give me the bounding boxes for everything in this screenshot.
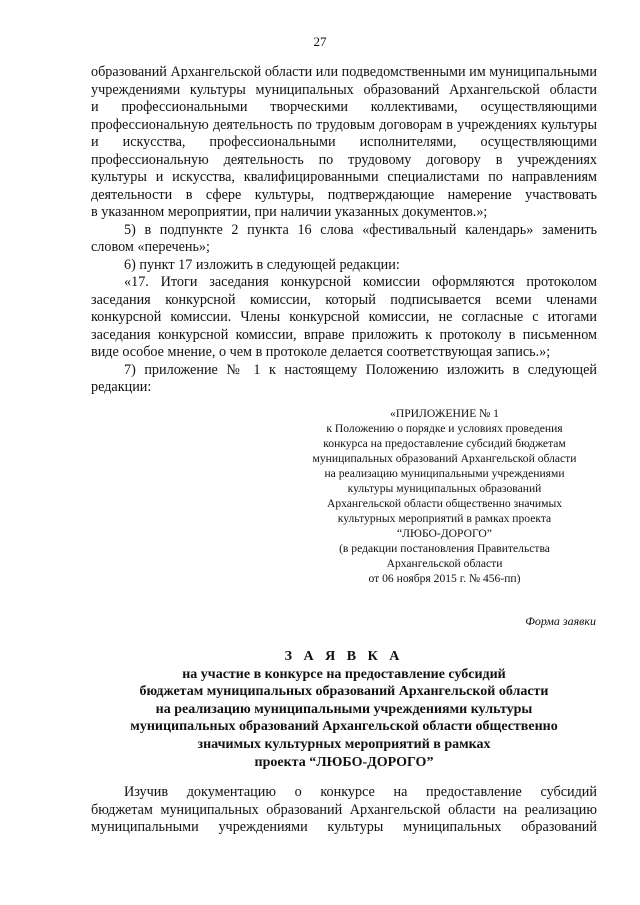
body-line: образований Архангельской области или подведомственными им муниципальными (91, 64, 597, 80)
body-line: 7) приложение № 1 к настоящему Положению изложить в следующей (124, 361, 597, 378)
appendix-header (282, 406, 607, 586)
appendix-line: к Положению о порядке и условиях проведения (326, 422, 563, 435)
appendix-line: от 06 ноября 2015 г. № 456-пп) (368, 572, 521, 585)
body-line: 5) в подпункте 2 пункта 16 слова «фестивальный календарь» заменить (124, 221, 597, 238)
appendix-line: культуры муниципальных образований (347, 482, 542, 495)
application-title-line: значимых культурных мероприятий в рамках (197, 736, 491, 752)
body-line: и искусства, профессиональными исполнителями, осуществляющими (91, 134, 597, 150)
page-number: 27 (313, 34, 327, 49)
body-line: «17. Итоги заседания конкурсной комиссии оформляются протоколом (124, 274, 597, 290)
body-text (91, 64, 597, 397)
application-body-text (91, 784, 597, 837)
body-line: деятельности в сфере культуры, подтверждающие намерение участвовать (91, 186, 597, 203)
appendix-line: на реализацию муниципальными учреждениями (324, 467, 565, 480)
appendix-line: «ПРИЛОЖЕНИЕ № 1 (390, 407, 499, 420)
body-line: в указанном мероприятии, при наличии указанных документов.»; (91, 204, 488, 220)
body-line: муниципальными учреждениями культуры муниципальных образований (91, 819, 597, 835)
body-line: учреждениями культуры муниципальных образований Архангельской области (91, 81, 597, 98)
application-title-line: проекта “ЛЮБО-ДОРОГО” (254, 754, 434, 770)
body-line: заседания конкурсной комиссии, который подписывается всеми членами (91, 291, 597, 308)
appendix-line: Архангельской области (386, 557, 503, 570)
appendix-line: муниципальных образований Архангельской области (312, 452, 577, 465)
appendix-line: (в редакции постановления Правительства (339, 542, 550, 555)
body-line: профессиональную деятельность по трудовым договорам в учреждениях культуры (91, 116, 597, 133)
body-line: профессиональную деятельность по трудовому договору в учреждениях (91, 151, 597, 168)
body-line: заседания конкурсной комиссии, вправе приложить к протоколу в письменном (91, 326, 597, 343)
form-note: Форма заявки (525, 614, 596, 628)
body-line: и профессиональными творческими коллективами, осуществляющими (91, 99, 597, 115)
body-line: виде особое мнение, о чем в протоколе делается соответствующая запись.»; (91, 344, 551, 360)
body-line: Изучив документацию о конкурсе на предоставление субсидий (124, 784, 597, 800)
body-line: редакции: (91, 379, 152, 395)
body-line: культуры и искусства, квалифицированными специалистами по направлениям (91, 169, 597, 185)
application-title-line: на участие в конкурсе на предоставление субсидий (182, 666, 506, 682)
body-line: конкурсной комиссии. Члены конкурсной комиссии, не согласные с итогами (91, 309, 597, 325)
application-title (91, 648, 597, 771)
application-title-line: на реализацию муниципальными учреждениями культуры (155, 701, 533, 717)
body-line: 6) пункт 17 изложить в следующей редакции: (124, 256, 400, 273)
body-line: бюджетам муниципальных образований Архангельской области на реализацию (91, 801, 597, 818)
body-line: словом «перечень»; (91, 239, 210, 255)
application-title-line: бюджетам муниципальных образований Архангельской области (139, 684, 549, 700)
application-heading: З А Я В К А (284, 649, 404, 664)
application-title-line: муниципальных образований Архангельской области общественно (130, 719, 558, 735)
appendix-line: культурных мероприятий в рамках проекта (337, 512, 552, 525)
appendix-line: Архангельской области общественно значимых (326, 497, 563, 510)
appendix-line: конкурса на предоставление субсидий бюджетам (323, 437, 566, 450)
appendix-line: “ЛЮБО-ДОРОГО” (397, 527, 492, 540)
